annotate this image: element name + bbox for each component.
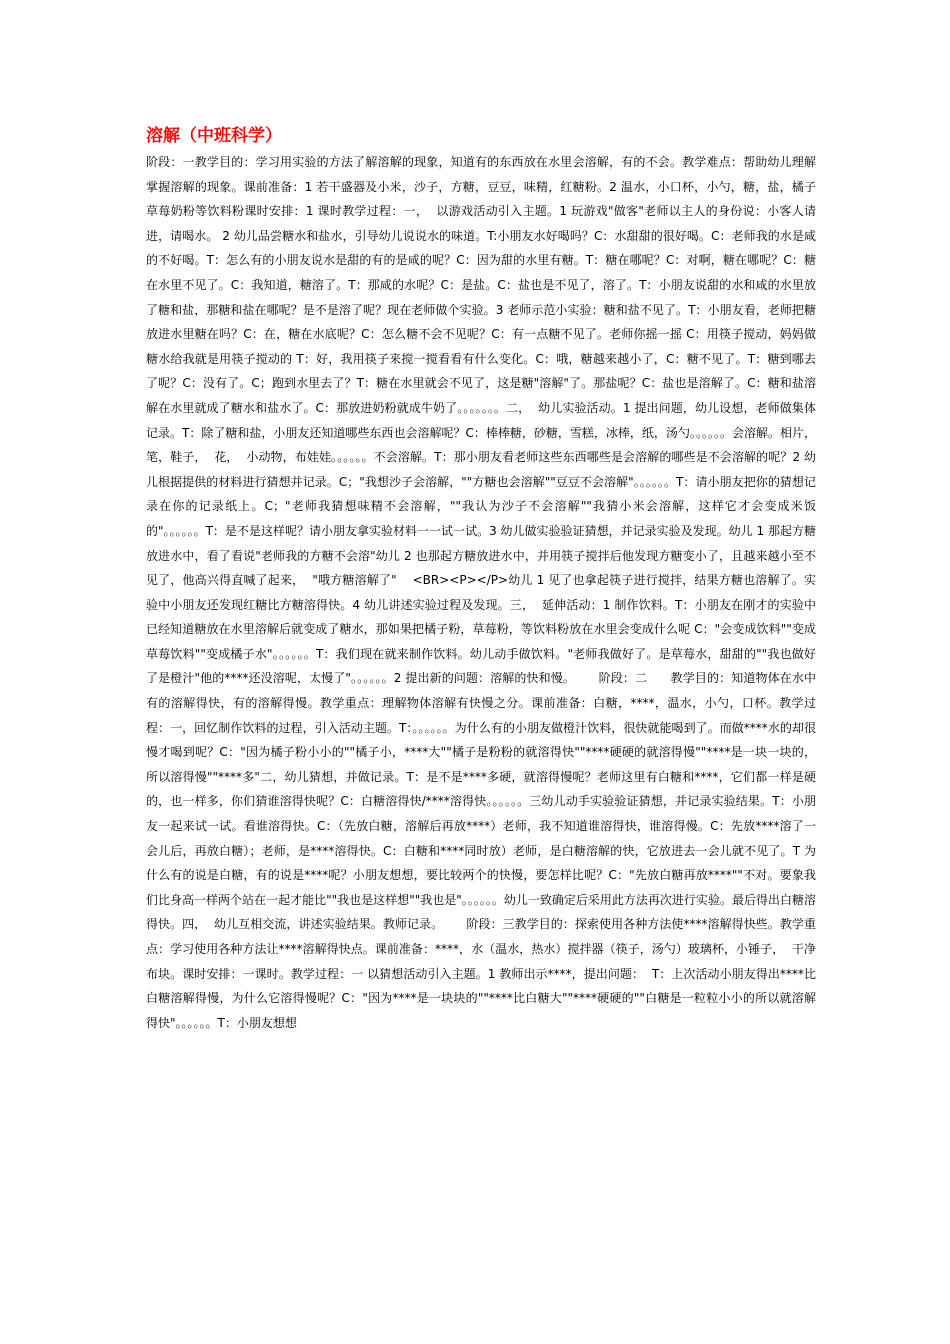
- document-body-text: 阶段：一教学目的：学习用实验的方法了解溶解的现象，知道有的东西放在水里会溶解，有的不会。教学难点：帮助幼儿理解掌握溶解的现象。课前准备：1 若干盛器及小米，沙子，方糖，豆豆，味精，红糖粉。2 温水，小口杯，小勺，糖，盐，橘子草莓奶粉等饮料粉课时安排：1 课时教学过程：一， 以游戏活动引入主题。1 玩游戏"做客"老师以主人的身份说：小客人请进，请喝水。 2 幼儿品尝糖水和盐水，引导幼儿说说水的味道。T:小朋友水好喝吗？C：水甜甜的很好喝。C：老师我的水是咸的不好喝。T：怎么有的小朋友说水是甜的有的是咸的呢？C：因为甜的水里有糖。T：糖在哪呢？C：对啊，糖在哪呢？C：糖在水里不见了。C：我知道，糖溶了。T：那咸的水呢？C：是盐。C：盐也是不见了，溶了。T：小朋友说甜的水和咸的水里放了糖和盐，那糖和盐在哪呢？是不是溶了呢？现在老师做个实验。3 老师示范小实验：糖和盐不见了。T：小朋友看，老师把糖放进水里糖在吗？C：在，糖在水底呢？C：怎么糖不会不见呢？C：有一点糖不见了。老师你摇一摇 C：用筷子搅动，妈妈做糖水给我就是用筷子搅动的 T：好，我用筷子来搅一搅看看有什么变化。C：哦，糖越来越小了，C：糖不见了。T：糖到哪去了呢？C：没有了。C；跑到水里去了？T：糖在水里就会不见了，这是糖"溶解"了。那盐呢？C：盐也是溶解了。C：糖和盐溶解在水里就成了糖水和盐水了。C：那放进奶粉就成牛奶了。。。。。。。二， 幼儿实验活动。1 提出问题，幼儿设想，老师做集体记录。T：除了糖和盐，小朋友还知道哪些东西也会溶解呢？C：棒棒糖，砂糖，雪糕，冰棒，纸，汤勺。。。。。。会溶解。相片，笔，鞋子， 花， 小动物，布娃娃。。。。。。不会溶解。T：那小朋友看老师这些东西哪些是会溶解的哪些是不会溶解的呢？2 幼儿根据提供的材料进行猜想并记录。C；"我想沙子会溶解，""方糖也会溶解""豆豆不会溶解"。。。。。。T：请小朋友把你的猜想记录在你的记录纸上。C；"老师我猜想味精不会溶解，""我认为沙子不会溶解""我猜小米会溶解，这样它才会变成米饭的"。。。。。。T：是不是这样呢？请小朋友拿实验材料一一试一试。3 幼儿做实验验证猜想，并记录实验及发现。幼儿 1 那起方糖放进水中，看了看说"老师我的方糖不会溶"幼儿 2 也那起方糖放进水中，并用筷子搅拌后他发现方糖变小了，且越来越小至不见了，他高兴得直喊了起来， "哦方糖溶解了" <BR><P></P>幼儿 1 见了也拿起筷子进行搅拌，结果方糖也溶解了。实验中小朋友还发现红糖比方糖溶得快。4 幼儿讲述实验过程及发现。三， 延伸活动：1 制作饮料。T：小朋友在刚才的实验中已经知道糖放在水里溶解后就变成了糖水，那如果把橘子粉，草莓粉，等饮料粉放在水里会变成什么呢 C："会变成饮料""变成草莓饮料""变成橘子水"。。。。。。T：我们现在就来制作饮料。幼儿动手做饮料。"老师我做好了。是草莓水，甜甜的""我也做好了是橙汁"他的****还没溶呢，太慢了"。。。。。。2 提出新的问题：溶解的快和慢。 阶段：二 教学目的：知道物体在水中有的溶解得快，有的溶解得慢。教学重点：理解物体溶解有快慢之分。课前准备：白糖，****，温水，小勺，口杯。教学过程：一，回忆制作饮料的过程，引入活动主题。T：。。。。。。为什么有的小朋友做橙汁饮料，很快就能喝到了。而做****水的却很慢才喝到呢？C："因为橘子粉小小的""橘子小，****大""橘子是粉粉的就溶得快""****硬硬的就溶得慢""****是一块一块的，所以溶得慢""****多"二，幼儿猜想，并做记录。T：是不是****多硬，就溶得慢呢？老师这里有白糖和****，它们都一样是硬的，也一样多，你们猜谁溶得快呢？C：白糖溶得快/****溶得快。。。。。。三幼儿动手实验验证猜想，并记录实验结果。T：小朋友一起来试一试。看谁溶得快。C：（先放白糖，溶解后再放****）老师，我不知道谁溶得快，谁溶得慢。C：先放****溶了一会儿后，再放白糖）；老师，是****溶得快。C：白糖和****同时放）老师，是白糖溶解的快，它放进去一会儿就不见了。T 为什么有的说是白糖，有的说是****呢？小朋友想想，要比较两个的快慢，要怎样比呢？C："先放白糖再放****""不对。要象我们比身高一样两个站在一起才能比""我也是这样想""我也是"。。。。。。幼儿一致确定后采用此方法再次进行实验。最后得出白糖溶得快。四， 幼儿互相交流，讲述实验结果。教师记录。 阶段：三教学目的：探索使用各种方法使****溶解得快些。教学重点：学习使用各种方法让****溶解得快点。课前准备：****，水（温水，热水）搅拌器（筷子，汤勺）玻璃杯，小锤子， 干净布块。课时安排：一课时。教学过程：一 以猜想活动引入主题。1 教师出示****，提出问题： T：上次活动小朋友得出****比白糖溶解得慢，为什么它溶得慢呢？C："因为****是一块块的""****比白糖大""****硬硬的""白糖是一粒粒小小的所以就溶解得快"。。。。。。T：小朋友想想: [146, 155, 816, 1030]
- document-title: 溶解（中班科学）: [146, 126, 282, 146]
